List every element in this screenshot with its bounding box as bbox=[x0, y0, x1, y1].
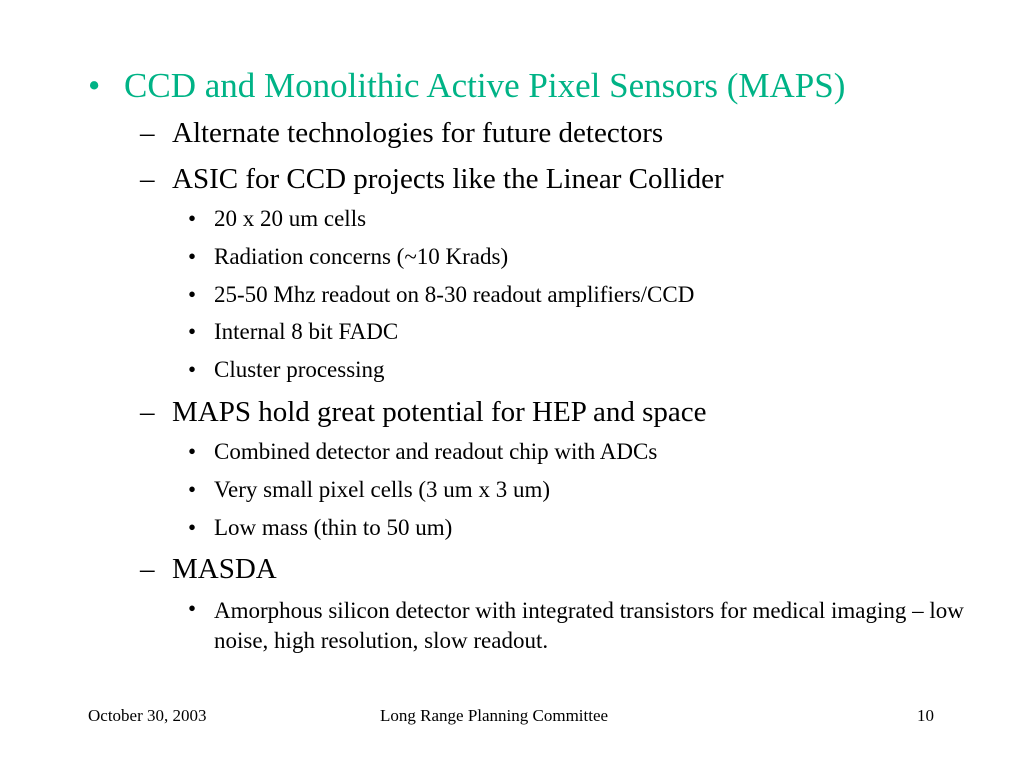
list-item-text: ASIC for CCD projects like the Linear Collider bbox=[172, 163, 724, 195]
heading-text: CCD and Monolithic Active Pixel Sensors (MAPS) bbox=[124, 66, 846, 105]
dash-marker: – bbox=[140, 163, 155, 195]
list-item-text: Cluster processing bbox=[214, 357, 385, 382]
list-item-text: 20 x 20 um cells bbox=[214, 206, 367, 231]
bullet-marker: • bbox=[188, 439, 197, 464]
bullet-marker: • bbox=[188, 319, 197, 344]
bullet-marker: • bbox=[188, 244, 197, 269]
bullet-marker: • bbox=[188, 357, 197, 382]
bullet-marker: • bbox=[188, 596, 197, 621]
list-item-text: MAPS hold great potential for HEP and space bbox=[172, 396, 707, 428]
list-item-text: MASDA bbox=[172, 553, 277, 585]
bullet-marker: • bbox=[188, 515, 197, 540]
list-item-text: Very small pixel cells (3 um x 3 um) bbox=[214, 477, 550, 502]
footer-date: October 30, 2003 bbox=[88, 706, 207, 725]
list-item-text: Amorphous silicon detector with integrated transistors for medical imaging – low noise, high resolution, slow readout. bbox=[214, 598, 964, 653]
list-item-text: Combined detector and readout chip with ADCs bbox=[214, 439, 658, 464]
dash-marker: – bbox=[140, 396, 155, 428]
list-item-text: Internal 8 bit FADC bbox=[214, 319, 399, 344]
footer-page-number: 10 bbox=[917, 706, 934, 725]
heading-bullet: • bbox=[88, 66, 101, 105]
dash-marker: – bbox=[140, 117, 155, 149]
list-item-text: 25-50 Mhz readout on 8-30 readout amplifiers/CCD bbox=[214, 282, 695, 307]
footer-title: Long Range Planning Committee bbox=[380, 706, 609, 725]
bullet-marker: • bbox=[188, 206, 197, 231]
bullet-marker: • bbox=[188, 282, 197, 307]
list-item-text: Low mass (thin to 50 um) bbox=[214, 515, 453, 540]
dash-marker: – bbox=[140, 553, 155, 585]
list-item-text: Alternate technologies for future detectors bbox=[172, 117, 664, 149]
bullet-marker: • bbox=[188, 477, 197, 502]
list-item-text: Radiation concerns (~10 Krads) bbox=[214, 244, 509, 269]
